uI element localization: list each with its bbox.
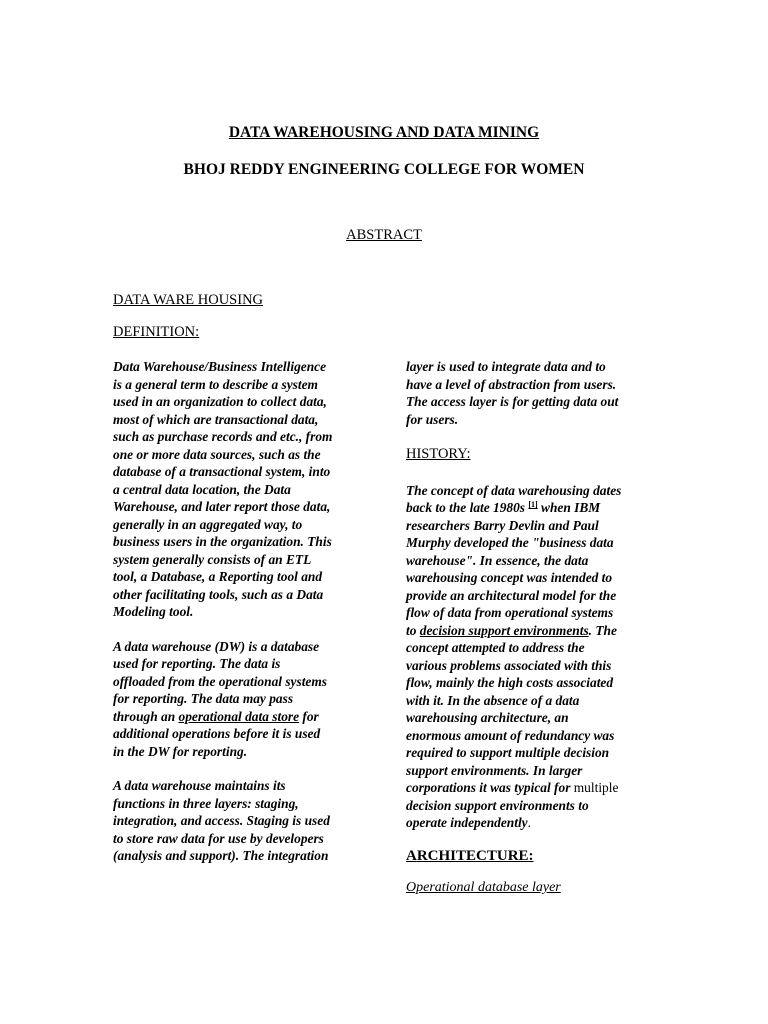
text-line: flow of data from operational systems — [406, 605, 614, 620]
text-line: warehousing architecture, an — [406, 710, 569, 725]
text-line: most of which are transactional data, — [113, 411, 319, 427]
text-line: A data warehouse (DW) is a database — [113, 638, 320, 654]
text-line: various problems associated with this — [406, 657, 612, 673]
section-heading: DATA WARE HOUSING — [113, 292, 264, 308]
text-line: Modeling tool. — [113, 604, 194, 619]
text-fragment: corporations it was typical for — [406, 780, 574, 795]
abstract-heading: ABSTRACT — [346, 227, 422, 243]
text-line: system generally consists of an ETL — [113, 551, 312, 567]
text-line — [406, 622, 656, 640]
text-line: to store raw data for use by developers — [113, 830, 324, 846]
text-fragment: . — [527, 815, 531, 830]
dw-paragraph — [113, 638, 375, 761]
text-fragment: A — [406, 847, 417, 864]
left-column — [113, 358, 375, 865]
definition-heading: DEFINITION: — [113, 324, 200, 340]
text-fragment: RCHITECTURE: — [416, 847, 534, 864]
text-line — [113, 708, 375, 726]
decision-support-link[interactable]: decision support environments — [419, 622, 589, 638]
right-column — [406, 358, 656, 897]
text-line: offloaded from the operational systems — [113, 673, 327, 689]
text-line: concept attempted to address the — [406, 640, 585, 655]
history-heading: HISTORY: — [406, 446, 471, 462]
text-line: tool, a Database, a Reporting tool and — [113, 569, 323, 584]
text-line: in the DW for reporting. — [113, 743, 248, 759]
text-fragment: operate independently — [406, 815, 528, 830]
citation-link[interactable]: [1] — [528, 500, 538, 509]
text-line: layer is used to integrate data and to — [406, 359, 606, 374]
text-line: used for reporting. The data is — [113, 656, 281, 671]
text-fragment: for — [299, 708, 319, 724]
text-line: additional operations before it is used — [113, 726, 321, 741]
text-line: database of a transactional system, into — [113, 464, 331, 479]
text-line: for reporting. The data may pass — [113, 691, 294, 706]
text-fragment: multiple — [573, 780, 619, 795]
text-line: (analysis and support). The integration — [113, 848, 329, 863]
text-line: such as purchase records and etc., from — [113, 429, 333, 444]
text-line: is a general term to describe a system — [113, 376, 318, 392]
text-line — [406, 779, 656, 797]
text-line: with it. In the absence of a data — [406, 692, 580, 708]
text-line: A data warehouse maintains its — [113, 778, 286, 793]
layers-paragraph — [113, 777, 375, 865]
text-line: one or more data sources, such as the — [113, 446, 321, 462]
text-line: required to support multiple decision — [406, 745, 610, 760]
text-fragment: when IBM — [537, 500, 601, 515]
page-title: DATA WAREHOUSING AND DATA MINING — [228, 124, 540, 141]
architecture-heading — [406, 848, 656, 866]
college-name: BHOJ REDDY ENGINEERING COLLEGE FOR WOMEN — [183, 161, 585, 178]
text-line: Murphy developed the "business data — [406, 535, 614, 550]
operational-database-layer-heading: Operational database layer — [406, 880, 561, 895]
text-line: researchers Barry Devlin and Paul — [406, 517, 599, 533]
text-line: other facilitating tools, such as a Data — [113, 586, 324, 602]
text-line — [406, 814, 656, 832]
text-line: generally in an aggregated way, to — [113, 516, 303, 532]
text-line: enormous amount of redundancy was — [406, 727, 615, 743]
text-line: The access layer is for getting data out — [406, 394, 619, 409]
operational-data-store-link[interactable]: operational data store — [178, 708, 300, 724]
text-line: have a level of abstraction from users. — [406, 376, 617, 392]
layers-continued-paragraph — [406, 358, 656, 428]
text-fragment: to — [406, 622, 420, 638]
text-line: warehousing concept was intended to — [406, 570, 613, 585]
text-line: business users in the organization. This — [113, 534, 332, 549]
definition-paragraph — [113, 358, 375, 621]
text-fragment: back to the late 1980s — [406, 500, 529, 515]
text-line: The concept of data warehousing dates — [406, 482, 622, 498]
text-line: Data Warehouse/Business Intelligence — [113, 359, 327, 374]
text-line: used in an organization to collect data, — [113, 394, 327, 409]
text-line: support environments. In larger — [406, 762, 583, 778]
text-line: for users. — [406, 411, 459, 427]
text-fragment: . The — [588, 622, 617, 638]
text-line: integration, and access. Staging is used — [113, 813, 330, 828]
text-fragment: through an — [113, 708, 179, 724]
history-paragraph — [406, 482, 656, 832]
text-line — [406, 499, 656, 517]
text-line: Warehouse, and later report those data, — [113, 499, 331, 514]
text-line: provide an architectural model for the — [406, 587, 617, 603]
text-line: warehouse". In essence, the data — [406, 552, 589, 568]
text-line: flow, mainly the high costs associated — [406, 675, 614, 690]
text-line: a central data location, the Data — [113, 481, 291, 497]
text-line: decision support environments to — [406, 797, 589, 813]
text-line: functions in three layers: staging, — [113, 795, 299, 811]
